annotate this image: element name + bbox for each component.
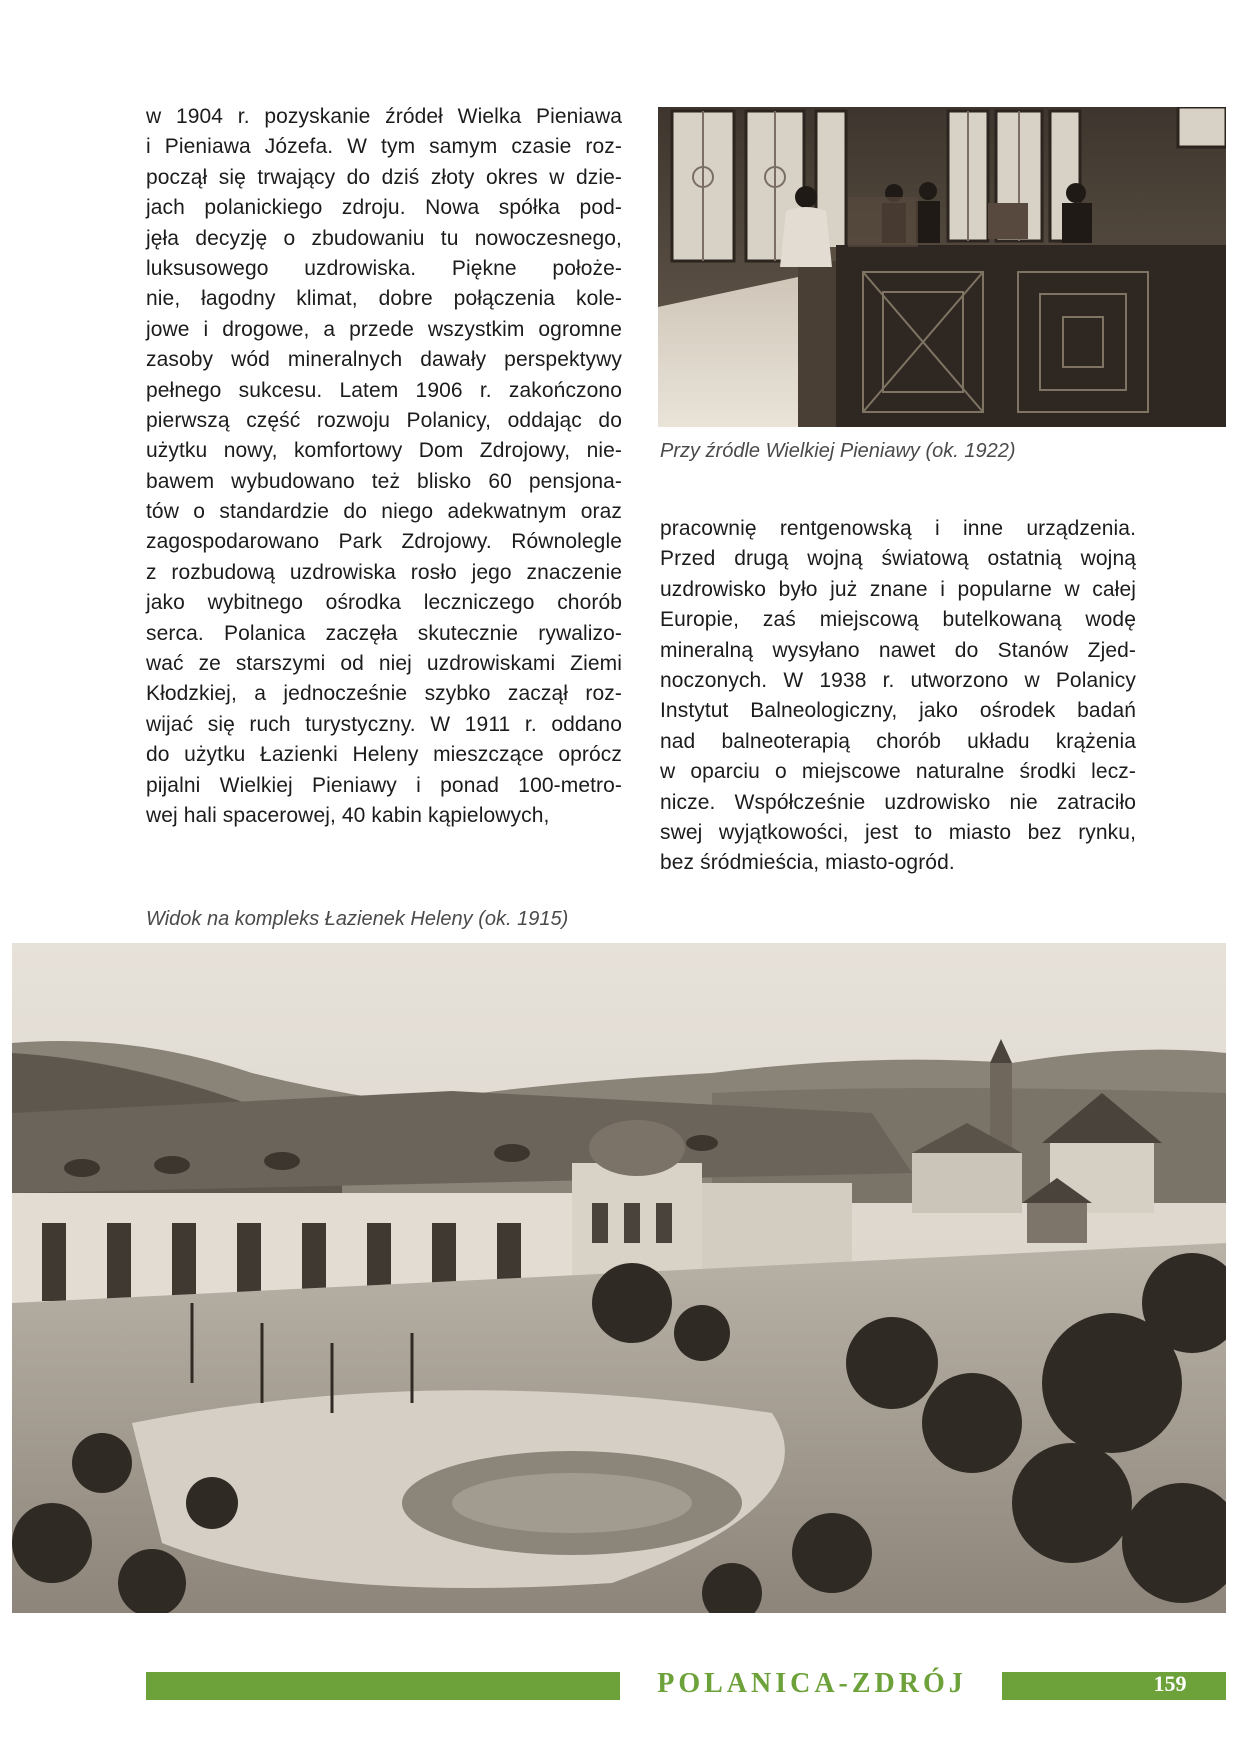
text-line: wać ze starszymi od niej uzdrowiskami Ziemi	[146, 652, 622, 676]
text-line: bawem wybudowano też blisko 60 pensjona-	[146, 469, 622, 493]
photo-pump-room-illustration	[658, 107, 1226, 427]
text-line: nie, łagodny klimat, dobre połączenia kole-	[146, 287, 622, 311]
text-line: zasoby wód mineralnych dawały perspektywy	[146, 348, 622, 372]
text-line: luksusowego uzdrowiska. Piękne położe-	[146, 256, 622, 280]
text-line: nicze. Współcześnie uzdrowisko nie zatraciło	[660, 790, 1136, 814]
text-line: wej hali spacerowej, 40 kabin kąpielowych,	[146, 803, 550, 827]
text-line: noczonych. W 1938 r. utworzono w Polanicy	[660, 668, 1136, 692]
text-line: użytku nowy, komfortowy Dom Zdrojowy, nie-	[146, 439, 622, 463]
text-line: nad balneoterapią chorób układu krążenia	[660, 729, 1136, 753]
body-text-left-column	[146, 102, 622, 831]
body-text-right-column	[660, 514, 1136, 879]
text-line: z rozbudową uzdrowiska rosło jego znaczenie	[146, 560, 622, 584]
text-line: jęła decyzję o zbudowaniu tu nowoczesnego,	[146, 226, 622, 250]
photo-caption-spa-complex: Widok na kompleks Łazienek Heleny (ok. 1915)	[146, 908, 569, 930]
photo-spa-complex-panorama	[12, 943, 1226, 1613]
text-line: mineralną wysyłano nawet do Stanów Zjed-	[660, 638, 1136, 662]
text-line: pierwszą część rozwoju Polanicy, oddając do	[146, 408, 622, 432]
text-line: bez śródmieścia, miasto-ogród.	[660, 851, 955, 875]
text-line: swej wyjątkowości, jest to miasto bez rynku,	[660, 820, 1136, 844]
text-line: do użytku Łazienki Heleny mieszczące oprócz	[146, 743, 622, 767]
text-line: tów o standardzie do niego adekwatnym oraz	[146, 500, 622, 524]
text-line: serca. Polanica zaczęła skutecznie rywalizo-	[146, 621, 622, 645]
footer-accent-bar-left	[146, 1672, 620, 1700]
text-line: Przed drugą wojną światową ostatnią wojną	[660, 547, 1136, 571]
text-line: pijalni Wielkiej Pieniawy i ponad 100-metro-	[146, 773, 622, 797]
text-line: i Pieniawa Józefa. W tym samym czasie roz-	[146, 135, 622, 159]
photo-pump-room-interior	[658, 107, 1226, 427]
text-line: w 1904 r. pozyskanie źródeł Wielka Pieniawa	[146, 105, 622, 128]
text-line: pełnego sukcesu. Latem 1906 r. zakończono	[146, 378, 622, 402]
text-line: wijać się ruch turystyczny. W 1911 r. oddano	[146, 712, 622, 736]
photo-spa-panorama-illustration	[12, 943, 1226, 1613]
text-line: jach polanickiego zdroju. Nowa spółka pod-	[146, 196, 622, 220]
text-line: Europie, zaś miejscową butelkowaną wodę	[660, 608, 1136, 632]
text-line: Kłodzkiej, a jednocześnie szybko zaczął roz-	[146, 682, 622, 706]
text-line: uzdrowisko było już znane i popularne w całej	[660, 577, 1136, 601]
text-line: jowe i drogowe, a przede wszystkim ogromne	[146, 317, 622, 341]
footer-title: POLANICA-ZDRÓJ	[657, 1668, 967, 1699]
text-line: w oparciu o miejscowe naturalne środki lecz-	[660, 760, 1136, 784]
photo-caption-pump-room: Przy źródle Wielkiej Pieniawy (ok. 1922)	[660, 440, 1016, 462]
text-line: począł się trwający do dziś złoty okres w dzie-	[146, 165, 622, 189]
text-line: jako wybitnego ośrodka leczniczego chorób	[146, 591, 622, 615]
text-line: Instytut Balneologiczny, jako ośrodek badań	[660, 699, 1136, 723]
text-line: zagospodarowano Park Zdrojowy. Równolegle	[146, 530, 622, 554]
page-number: 159	[1153, 1671, 1187, 1696]
text-line: pracownię rentgenowską i inne urządzenia.	[660, 517, 1136, 540]
